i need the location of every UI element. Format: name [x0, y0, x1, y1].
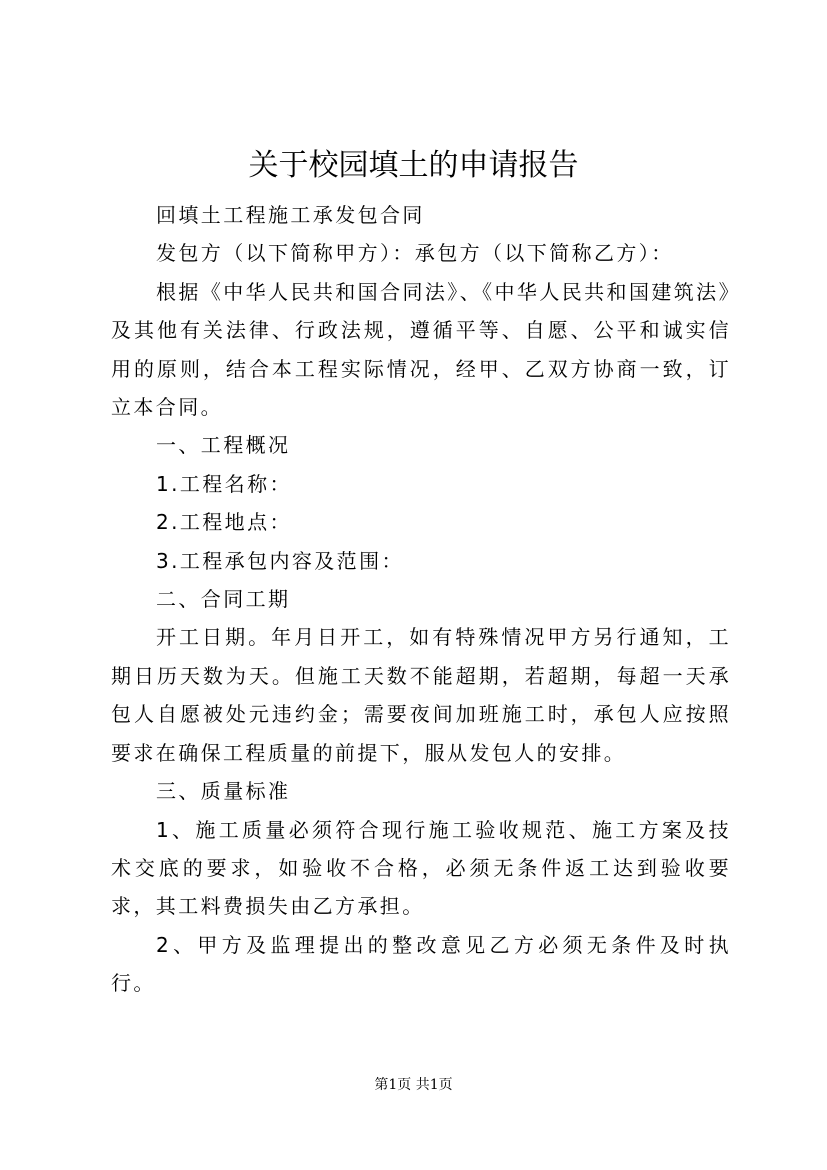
list-item-project-name: 1.工程名称：	[156, 471, 292, 496]
list-item-project-scope: 3.工程承包内容及范围：	[156, 548, 404, 573]
section-heading-duration: 二、合同工期	[156, 587, 291, 612]
document-body	[111, 196, 731, 1003]
list-item-project-location: 2.工程地点：	[156, 510, 292, 535]
paragraph-duration: 开工日期。年月日开工，如有特殊情况甲方另行通知，工期日历天数为天。但施工天数不能超期，若超期，每超一天承包人自愿被处元违约金；需要夜间加班施工时，承包人应按照要求在确保工程质量的前提下，服从发包人的安排。	[111, 625, 731, 765]
page-footer: 第1页 共1页	[374, 1077, 453, 1093]
document-title: 关于校园填土的申请报告	[248, 148, 579, 183]
paragraph-parties: 发包方（以下简称甲方）：承包方（以下简称乙方）：	[156, 241, 674, 266]
paragraph-quality-1: 1、施工质量必须符合现行施工验收规范、施工方案及技术交底的要求，如验收不合格，必须无条件返工达到验收要求，其工料费损失由乙方承担。	[111, 817, 731, 919]
section-heading-overview: 一、工程概况	[156, 433, 291, 458]
paragraph-contract-heading: 回填土工程施工承发包合同	[156, 203, 425, 227]
section-heading-quality: 三、质量标准	[156, 779, 291, 804]
paragraph-basis: 根据《中华人民共和国合同法》、《中华人民共和国建筑法》及其他有关法律、行政法规，遵循平等、自愿、公平和诚实信用的原则，结合本工程实际情况，经甲、乙双方协商一致，订立本合同。	[111, 279, 731, 420]
paragraph-quality-2: 2、甲方及监理提出的整改意见乙方必须无条件及时执行。	[111, 932, 731, 996]
